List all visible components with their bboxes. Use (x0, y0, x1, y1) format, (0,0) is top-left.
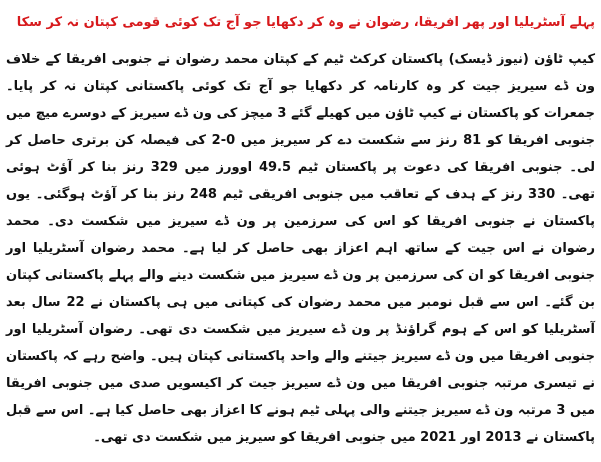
headline: پہلے آسٹریلیا اور پھر افریقا، رضوان نے وہ کر دکھایا جو آج تک کوئی قومی کپتان نہ کر سکا (16, 15, 595, 30)
article-body: کیپ ٹاؤن (نیوز ڈیسک) پاکستان کرکٹ ٹیم کے کپتان محمد رضوان نے جنوبی افریقا کے خلاف ون ڈے سیریز جیت کر وہ کارنامہ کر دکھایا جو آج تک کوئی پاکستانی کپتان نہ کر پایا۔ جمعرات کو پاکستان نے کیپ ٹاؤن میں کھیلے گئے 3 میچز کی ون ڈے سیریز کے دوسرے میچ میں جنوبی افریقا کو 81 رنز سے شکست دے کر سیریز میں 0-2 کی فیصلہ کن برتری حاصل کر لی۔ جنوبی افریقا کی دعوت پر پاکستان ٹیم 49.5 اوورز میں 329 رنز بنا کر آؤٹ ہوئی تھی۔ 330 رنز کے ہدف کے تعاقب میں جنوبی افریقی ٹیم 248 رنز بنا کر آؤٹ ہوگئی۔ یوں پاکستان نے جنوبی افریقا کو اس کی سرزمین پر ون ڈے سیریز میں شکست دی۔ محمد رضوان نے اس جیت کے ساتھ اہم اعزاز بھی حاصل کر لیا ہے۔ محمد رضوان آسٹریلیا اور جنوبی افریقا کو ان کی سرزمین پر ون ڈے سیریز میں شکست دینے والے پہلے پاکستانی کپتان بن گئے۔ اس سے قبل نومبر میں محمد رضوان کی کپتانی میں ہی پاکستان نے 22 سال بعد آسٹریلیا کو اس کے ہوم گراؤنڈ پر ون ڈے سیریز میں شکست دی تھی۔ رضوان آسٹریلیا اور جنوبی افریقا میں ون ڈے سیریز جیتنے والے واحد پاکستانی کپتان ہیں۔ واضح رہے کہ پاکستان نے تیسری مرتبہ جنوبی افریقا میں ون ڈے سیریز جیت کر اکیسویں صدی میں جنوبی افریقا میں 3 مرتبہ ون ڈے سیریز جیتنے والی پہلی ٹیم ہونے کا اعزاز بھی حاصل کیا ہے۔ اس سے قبل پاکستان نے 2013 اور 2021 میں جنوبی افریقا کو سیریز میں شکست دی تھی۔ (6, 52, 596, 445)
